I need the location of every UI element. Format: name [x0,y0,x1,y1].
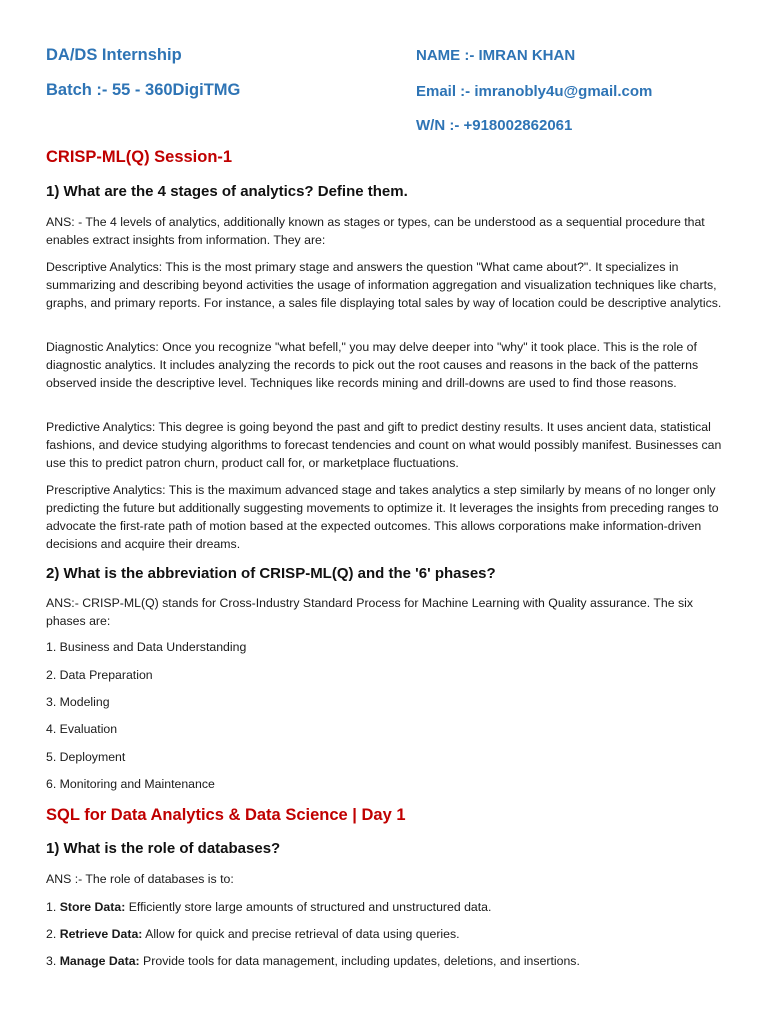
paragraph-diagnostic: Diagnostic Analytics: Once you recognize "what befell," you may delve deeper into "why" it took place. This is the role of diagnostic analytics. It includes analyzing the records to pick out the root causes and reasons in the back of the patterns observed inside the descriptive level. Techniques like records mining and drill-downs are used to find those reasons. [46,340,699,390]
item-description: Efficiently store large amounts of structured and unstructured data. [125,900,492,914]
student-whatsapp: W/N :- +918002862061 [416,117,573,134]
paragraph-predictive: Predictive Analytics: This degree is going beyond the past and gift to predict destiny results. It uses ancient data, statistical fashions, and device studying algorithms to forecast tendencies and count on what would possibly manifest. Businesses can use this to predict patron churn, product call for, or marketplace fluctuations. [46,420,722,470]
list-item: 3. Modeling [46,695,110,709]
answer-intro-phases: ANS:- CRISP-ML(Q) stands for Cross-Industry Standard Process for Machine Learning with Quality assurance. The six phases are: [46,596,693,628]
item-description: Allow for quick and precise retrieval of data using queries. [142,927,460,941]
section-title-crisp: CRISP-ML(Q) Session-1 [46,148,233,166]
item-term: Store Data: [59,900,126,914]
paragraph-descriptive: Descriptive Analytics: This is the most primary stage and answers the question "What came about?". It specializes in summarizing and describing beyond activities the usage of information aggregation and visualization techniques like charts, graphs, and primary reports. For instance, a sales file displaying total sales by way of location could be descriptive analytics. [46,260,722,310]
list-item: 2. Data Preparation [46,668,153,682]
section-title-sql: SQL for Data Analytics & Data Science | Day 1 [46,806,406,824]
question-crisp-phases: 2) What is the abbreviation of CRISP-ML(Q) and the '6' phases? [46,565,496,582]
question-databases: 1) What is the role of databases? [46,840,281,857]
list-item: 1. Business and Data Understanding [46,640,247,654]
question-stages: 1) What are the 4 stages of analytics? Define them. [46,183,408,200]
list-item [46,952,580,970]
answer-intro-databases: ANS :- The role of databases is to: [46,872,234,886]
item-number: 1. [46,900,60,914]
student-name: NAME :- IMRAN KHAN [416,47,576,64]
item-number: 3. [46,954,60,968]
answer-intro-stages: ANS: - The 4 levels of analytics, additionally known as stages or types, can be understood as a sequential procedure that enables extract insights from information. They are: [46,215,705,247]
item-number: 2. [46,927,60,941]
paragraph-prescriptive: Prescriptive Analytics: This is the maximum advanced stage and takes analytics a step similarly by means of no longer only predicting the future but additionally suggesting movements to optimize it. It leverages the insights from preceding ranges to advocate the first-rate path of motion based at the expected outcomes. This allows corporations make information-driven decisions and acquire their dreams. [46,483,719,551]
item-description: Provide tools for data management, including updates, deletions, and insertions. [139,954,580,968]
student-email: Email :- imranobly4u@gmail.com [416,83,653,100]
list-item [46,898,491,916]
item-term: Retrieve Data: [59,927,143,941]
item-term: Manage Data: [59,954,140,968]
list-item: 4. Evaluation [46,722,118,736]
list-item: 5. Deployment [46,750,126,764]
program-title: DA/DS Internship [46,46,182,64]
batch-line: Batch :- 55 - 360DigiTMG [46,81,241,99]
list-item [46,925,460,943]
list-item: 6. Monitoring and Maintenance [46,777,215,791]
